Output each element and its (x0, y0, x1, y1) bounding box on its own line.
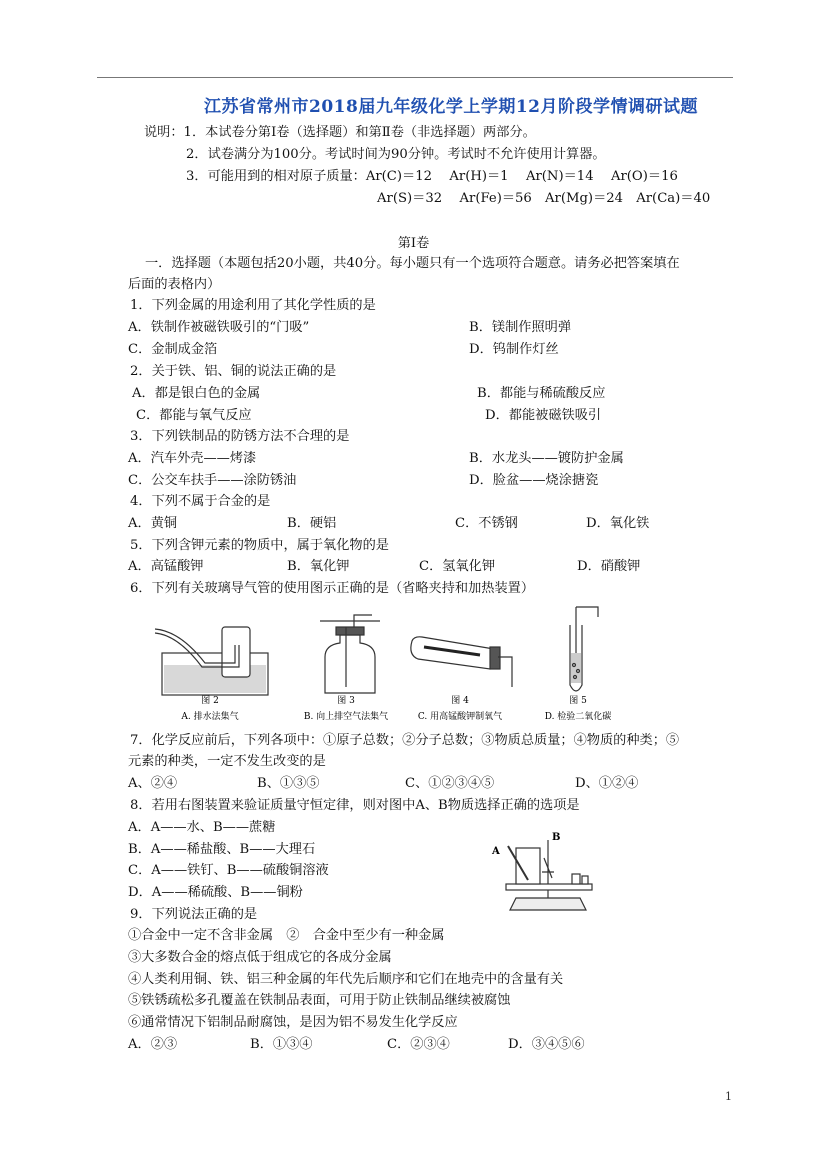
q1-option-b: B．镁制作照明弹 (469, 320, 572, 335)
q3-option-c: C．公交车扶手——涂防锈油 (128, 473, 297, 488)
q7-stem-2: 元素的种类，一定不发生改变的是 (128, 754, 326, 769)
q9-option-c: C．②③④ (387, 1037, 450, 1052)
note-4: Ar(S)＝32 Ar(Fe)＝56 Ar(Mg)＝24 Ar(Ca)＝40 (377, 191, 711, 206)
header-rule (97, 77, 733, 78)
q3-option-a: A．汽车外壳——烤漆 (128, 451, 257, 466)
section-heading: 第Ⅰ卷 (397, 236, 430, 251)
intro-line-1: 一．选择题（本题包括20小题，共40分。每小题只有一个选项符合题意。请务必把答案填在 (145, 256, 680, 271)
q1-option-d: D．钨制作灯丝 (469, 342, 559, 357)
q9-statement-4: ④人类利用铜、铁、铝三种金属的年代先后顺序和它们在地壳中的含量有关 (128, 972, 564, 987)
q8-stem: 8．若用右图装置来验证质量守恒定律，则对图中A、B物质选择正确的选项是 (130, 798, 580, 813)
q5-stem: 5．下列含钾元素的物质中，属于氧化物的是 (130, 538, 389, 553)
q4-option-a: A．黄铜 (128, 516, 178, 531)
q1-stem: 1．下列金属的用途利用了其化学性质的是 (130, 298, 376, 313)
q5-option-c: C．氢氧化钾 (419, 559, 496, 574)
q8-option-c: C．A——铁钉、B——硫酸铜溶液 (128, 863, 329, 878)
q7-option-c: C、①②③④⑤ (405, 776, 495, 791)
q5-option-b: B．氧化钾 (287, 559, 350, 574)
note-1: 说明：1．本试卷分第Ⅰ卷（选择题）和第Ⅱ卷（非选择题）两部分。 (144, 125, 536, 140)
fig4-potassium-permanganate (411, 637, 512, 687)
fig3-caption: B. 向上排空气法集气 (303, 712, 389, 722)
q5-option-a: A．高锰酸钾 (128, 559, 204, 574)
note-3: 3．可能用到的相对原子质量：Ar(C)＝12 Ar(H)＝1 Ar(N)＝14 Ar(O)＝16 (186, 169, 678, 184)
q9-statement-3: ③大多数合金的熔点低于组成它的各成分金属 (128, 950, 392, 965)
balance-label-b: B (552, 832, 561, 843)
fig3-label: 图 3 (337, 696, 355, 706)
fig5-caption: D. 检验二氧化碳 (544, 712, 612, 722)
q7-option-b: B、①③⑤ (257, 776, 320, 791)
q2-option-b: B．都能与稀硫酸反应 (477, 386, 606, 401)
q9-option-d: D．③④⑤⑥ (508, 1037, 585, 1052)
intro-line-2: 后面的表格内） (128, 277, 221, 292)
q2-option-c: C．都能与氧气反应 (136, 408, 252, 423)
fig4-caption: C. 用高锰酸钾制氧气 (417, 712, 503, 722)
q8-option-a: A．A——水、B——蔗糖 (128, 820, 276, 835)
q2-stem: 2．关于铁、铝、铜的说法正确的是 (130, 364, 337, 379)
q5-option-d: D．硝酸钾 (577, 559, 641, 574)
q2-option-d: D．都能被磁铁吸引 (485, 408, 602, 423)
fig5-co2-test (570, 607, 598, 691)
q9-statement-5: ⑤铁锈疏松多孔覆盖在铁制品表面，可用于防止铁制品继续被腐蚀 (128, 993, 511, 1008)
balance-label-a: A (492, 846, 500, 857)
fig5-label: 图 5 (569, 696, 587, 706)
q9-statement-6: ⑥通常情况下铝制品耐腐蚀，是因为铝不易发生化学反应 (128, 1015, 458, 1030)
q4-option-c: C．不锈钢 (455, 516, 518, 531)
q1-option-a: A．铁制作被磁铁吸引的“门吸” (128, 320, 310, 335)
q6-stem: 6．下列有关玻璃导气管的使用图示正确的是（省略夹持和加热装置） (130, 581, 535, 596)
page-number: 1 (725, 1090, 732, 1103)
q2-option-a: A．都是银白色的金属 (132, 386, 261, 401)
q9-statement-1-2: ①合金中一定不含非金属 ② 合金中至少有一种金属 (128, 928, 445, 943)
q3-option-b: B．水龙头——镀防护金属 (469, 451, 624, 466)
q8-option-b: B．A——稀盐酸、B——大理石 (128, 842, 316, 857)
fig3-upward-air-displacement (320, 615, 380, 693)
q8-option-d: D．A——稀硫酸、B——铜粉 (128, 885, 303, 900)
fig4-label: 图 4 (451, 696, 469, 706)
q7-option-d: D、①②④ (575, 776, 639, 791)
fig2-label: 图 2 (201, 696, 219, 706)
q4-option-b: B．硬铝 (287, 516, 337, 531)
q9-option-b: B．①③④ (250, 1037, 313, 1052)
q7-stem-1: 7．化学反应前后，下列各项中：①原子总数；②分子总数；③物质总质量；④物质的种类；⑤ (130, 733, 680, 748)
q4-option-d: D．氧化铁 (586, 516, 650, 531)
q9-stem: 9．下列说法正确的是 (130, 907, 258, 922)
balance-figure (488, 828, 608, 914)
q7-option-a: A、②④ (128, 776, 178, 791)
q4-stem: 4．下列不属于合金的是 (130, 494, 271, 509)
q3-stem: 3．下列铁制品的防锈方法不合理的是 (130, 429, 350, 444)
fig2-caption: A. 排水法集气 (181, 712, 239, 722)
q9-option-a: A．②③ (128, 1037, 178, 1052)
fig2-water-displacement (155, 627, 268, 695)
page-title: 江苏省常州市2018届九年级化学上学期12月阶段学情调研试题 (204, 97, 698, 117)
glass-tube-figures (150, 605, 660, 725)
q3-option-d: D．脸盆——烧涂搪瓷 (469, 473, 599, 488)
q1-option-c: C．金制成金箔 (128, 342, 218, 357)
note-2: 2．试卷满分为100分。考试时间为90分钟。考试时不允许使用计算器。 (186, 147, 606, 162)
